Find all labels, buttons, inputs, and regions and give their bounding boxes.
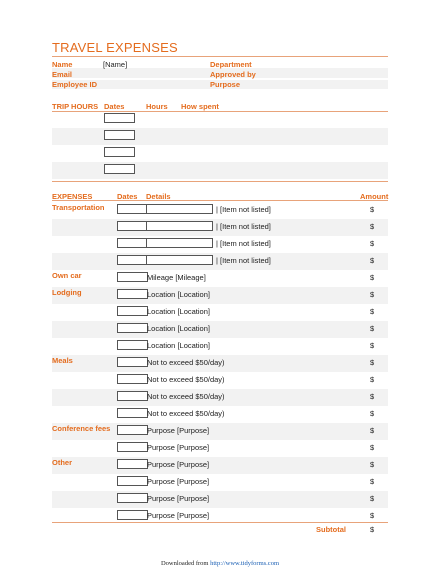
employee-id-label: Employee ID [52,80,98,89]
expense-amount-dollar: $ [370,392,375,401]
expense-detail-text[interactable]: | [Item not listed] [216,256,271,265]
expense-amount-dollar: $ [370,494,375,503]
department-label: Department [210,60,252,69]
expense-detail-text[interactable]: Purpose [Purpose] [147,460,210,469]
expense-date-input[interactable] [117,306,148,316]
subtotal-dollar: $ [370,525,375,534]
expense-row-stripe [52,321,388,338]
expense-detail-text[interactable]: Purpose [Purpose] [147,443,210,452]
expense-amount-dollar: $ [370,273,375,282]
expense-detail-text[interactable]: Purpose [Purpose] [147,477,210,486]
expense-detail-text[interactable]: Mileage [Mileage] [147,273,206,282]
trip-hours-bottom-rule [52,181,388,182]
expense-row-stripe [52,287,388,304]
expense-date-input[interactable] [117,391,148,401]
expense-amount-dollar: $ [370,409,375,418]
expense-detail-text[interactable]: Purpose [Purpose] [147,426,210,435]
expense-amount-dollar: $ [370,358,375,367]
purpose-label: Purpose [210,80,241,89]
footer-prefix: Downloaded from [160,560,209,567]
trip-hours-date-input[interactable] [104,147,135,157]
trip-hours-date-input[interactable] [104,130,135,140]
email-label: Email [52,70,73,79]
expense-date-input[interactable] [117,204,148,214]
expense-amount-dollar: $ [370,256,375,265]
expense-amount-dollar: $ [370,460,375,469]
expense-detail-input[interactable] [146,238,213,248]
subtotal-rule [52,522,388,523]
expense-date-input[interactable] [117,289,148,299]
expense-amount-dollar: $ [370,426,375,435]
expense-amount-dollar: $ [370,290,375,299]
trip-hours-divider [52,111,388,112]
subtotal-label: Subtotal [316,525,346,534]
trip-hours-how-spent-header: How spent [181,102,219,111]
expense-date-input[interactable] [117,374,148,384]
expense-detail-text[interactable]: Not to exceed $50/day) [147,392,225,401]
expense-date-input[interactable] [117,510,148,520]
trip-hours-label: TRIP HOURS [52,102,99,111]
expense-detail-text[interactable]: | [Item not listed] [216,222,271,231]
expense-detail-text[interactable]: Location [Location] [147,341,210,350]
expense-date-input[interactable] [117,493,148,503]
expense-detail-text[interactable]: Purpose [Purpose] [147,511,210,520]
expense-detail-text[interactable]: Not to exceed $50/day) [147,375,225,384]
expense-date-input[interactable] [117,272,148,282]
expense-date-input[interactable] [117,238,148,248]
name-label: Name [52,60,73,69]
trip-hours-date-input[interactable] [104,164,135,174]
expense-amount-dollar: $ [370,443,375,452]
expenses-details-header: Details [146,192,171,201]
footer-link[interactable]: http://www.tidyforms.com [210,560,280,567]
expense-detail-text[interactable]: Location [Location] [147,290,210,299]
expense-amount-dollar: $ [370,324,375,333]
expense-date-input[interactable] [117,476,148,486]
expenses-amount-header: Amount [360,192,389,201]
title-divider [52,56,388,57]
trip-hours-dates-header: Dates [104,102,125,111]
expenses-label: EXPENSES [52,192,93,201]
expense-detail-input[interactable] [146,255,213,265]
expense-date-input[interactable] [117,255,148,265]
expense-date-input[interactable] [117,425,148,435]
expense-amount-dollar: $ [370,375,375,384]
expense-row-stripe [52,457,388,474]
expense-category-label: Own car [52,271,82,280]
expense-amount-dollar: $ [370,477,375,486]
expense-category-label: Conference fees [52,424,111,433]
expense-amount-dollar: $ [370,341,375,350]
expense-date-input[interactable] [117,340,148,350]
expense-category-label: Lodging [52,288,82,297]
expense-date-input[interactable] [117,408,148,418]
expense-category-label: Transportation [52,203,105,212]
page-title: TRAVEL EXPENSES [52,40,178,55]
expense-detail-input[interactable] [146,204,213,214]
expense-date-input[interactable] [117,459,148,469]
expense-category-label: Meals [52,356,73,365]
expense-amount-dollar: $ [370,307,375,316]
expense-amount-dollar: $ [370,222,375,231]
expense-amount-dollar: $ [370,239,375,248]
expense-category-label: Other [52,458,73,467]
trip-hours-hours-header: Hours [146,102,168,111]
trip-hours-date-input[interactable] [104,113,135,123]
expense-detail-text[interactable]: Location [Location] [147,307,210,316]
expense-amount-dollar: $ [370,205,375,214]
expense-detail-text[interactable]: Location [Location] [147,324,210,333]
expense-detail-text[interactable]: Not to exceed $50/day) [147,409,225,418]
trip-hours-stripe [52,128,388,145]
footer [0,560,440,567]
expense-detail-text[interactable]: | [Item not listed] [216,205,271,214]
expenses-dates-header: Dates [117,192,138,201]
expense-detail-text[interactable]: | [Item not listed] [216,239,271,248]
expense-date-input[interactable] [117,357,148,367]
approved-by-label: Approved by [210,70,256,79]
expense-date-input[interactable] [117,323,148,333]
expense-detail-text[interactable]: Not to exceed $50/day) [147,358,225,367]
expense-amount-dollar: $ [370,511,375,520]
trip-hours-stripe [52,162,388,179]
name-field[interactable]: [Name] [103,60,128,69]
expense-row-stripe [52,491,388,508]
expense-detail-input[interactable] [146,221,213,231]
expense-date-input[interactable] [117,221,148,231]
expense-date-input[interactable] [117,442,148,452]
expenses-divider [52,200,388,201]
expense-detail-text[interactable]: Purpose [Purpose] [147,494,210,503]
